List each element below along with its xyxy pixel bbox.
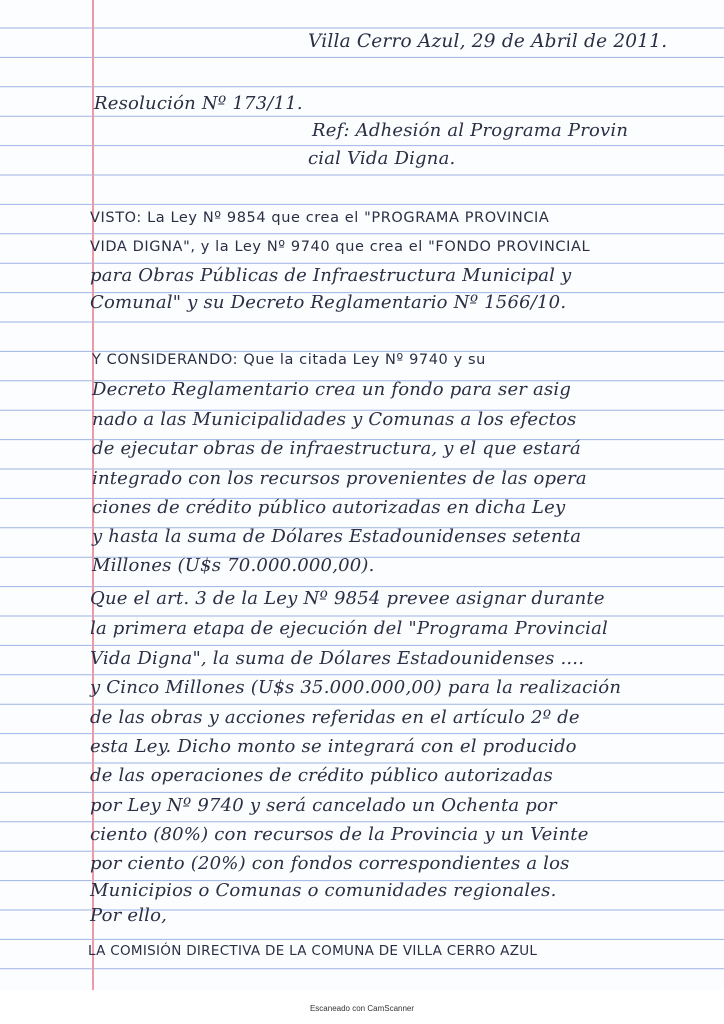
resolution-number: Resolución Nº 173/11.	[94, 93, 303, 114]
document-date: Villa Cerro Azul, 29 de Abril de 2011.	[308, 31, 668, 52]
article-line-1: Que el art. 3 de la Ley Nº 9854 prevee asignar durante	[90, 588, 605, 609]
considerando-line-6: ciones de crédito público autorizadas en dicha Ley	[92, 497, 566, 518]
scanner-watermark: Escaneado con CamScanner	[309, 1004, 415, 1013]
article-line-11: Municipios o Comunas o comunidades regionales.	[90, 880, 557, 901]
article-line-8: por Ley Nº 9740 y será cancelado un Ochenta por	[90, 795, 557, 816]
article-line-2: la primera etapa de ejecución del "Programa Provincial	[90, 618, 608, 639]
article-line-3: Vida Digna", la suma de Dólares Estadounidenses ....	[90, 648, 585, 669]
reference-line-2: cial Vida Digna.	[308, 148, 456, 169]
article-line-6: esta Ley. Dicho monto se integrará con el producido	[90, 736, 577, 757]
considerando-line-2: Decreto Reglamentario crea un fondo para ser asig	[92, 379, 572, 400]
reference-line-1: Ref: Adhesión al Programa Provin	[312, 120, 629, 141]
visto-line-4: Comunal" y su Decreto Reglamentario Nº 1566/10.	[90, 292, 567, 313]
visto-line-2: VIDA DIGNA", y la Ley Nº 9740 que crea el "FONDO PROVINCIAL	[90, 239, 591, 255]
visto-line-1: VISTO: La Ley Nº 9854 que crea el "PROGRAMA PROVINCIA	[90, 210, 550, 226]
commission-line: LA COMISIÓN DIRECTIVA DE LA COMUNA DE VILLA CERRO AZUL	[88, 943, 538, 959]
considerando-line-7: y hasta la suma de Dólares Estadounidenses setenta	[92, 526, 582, 547]
considerando-line-8: Millones (U$s 70.000.000,00).	[92, 555, 375, 576]
considerando-line-1: Y CONSIDERANDO: Que la citada Ley Nº 9740 y su	[92, 352, 486, 368]
considerando-line-4: de ejecutar obras de infraestructura, y el que estará	[92, 438, 581, 459]
visto-line-3: para Obras Públicas de Infraestructura Municipal y	[90, 265, 572, 286]
article-line-10: por ciento (20%) con fondos correspondientes a los	[90, 853, 570, 874]
article-line-9: ciento (80%) con recursos de la Provincia y un Veinte	[90, 824, 589, 845]
article-line-7: de las operaciones de crédito público autorizadas	[90, 765, 553, 786]
article-line-5: de las obras y acciones referidas en el artículo 2º de	[90, 707, 580, 728]
considerando-line-5: integrado con los recursos provenientes de las opera	[92, 468, 587, 489]
considerando-line-3: nado a las Municipalidades y Comunas a los efectos	[92, 409, 577, 430]
article-line-4: y Cinco Millones (U$s 35.000.000,00) para la realización	[90, 677, 622, 698]
por-ello: Por ello,	[90, 905, 168, 926]
